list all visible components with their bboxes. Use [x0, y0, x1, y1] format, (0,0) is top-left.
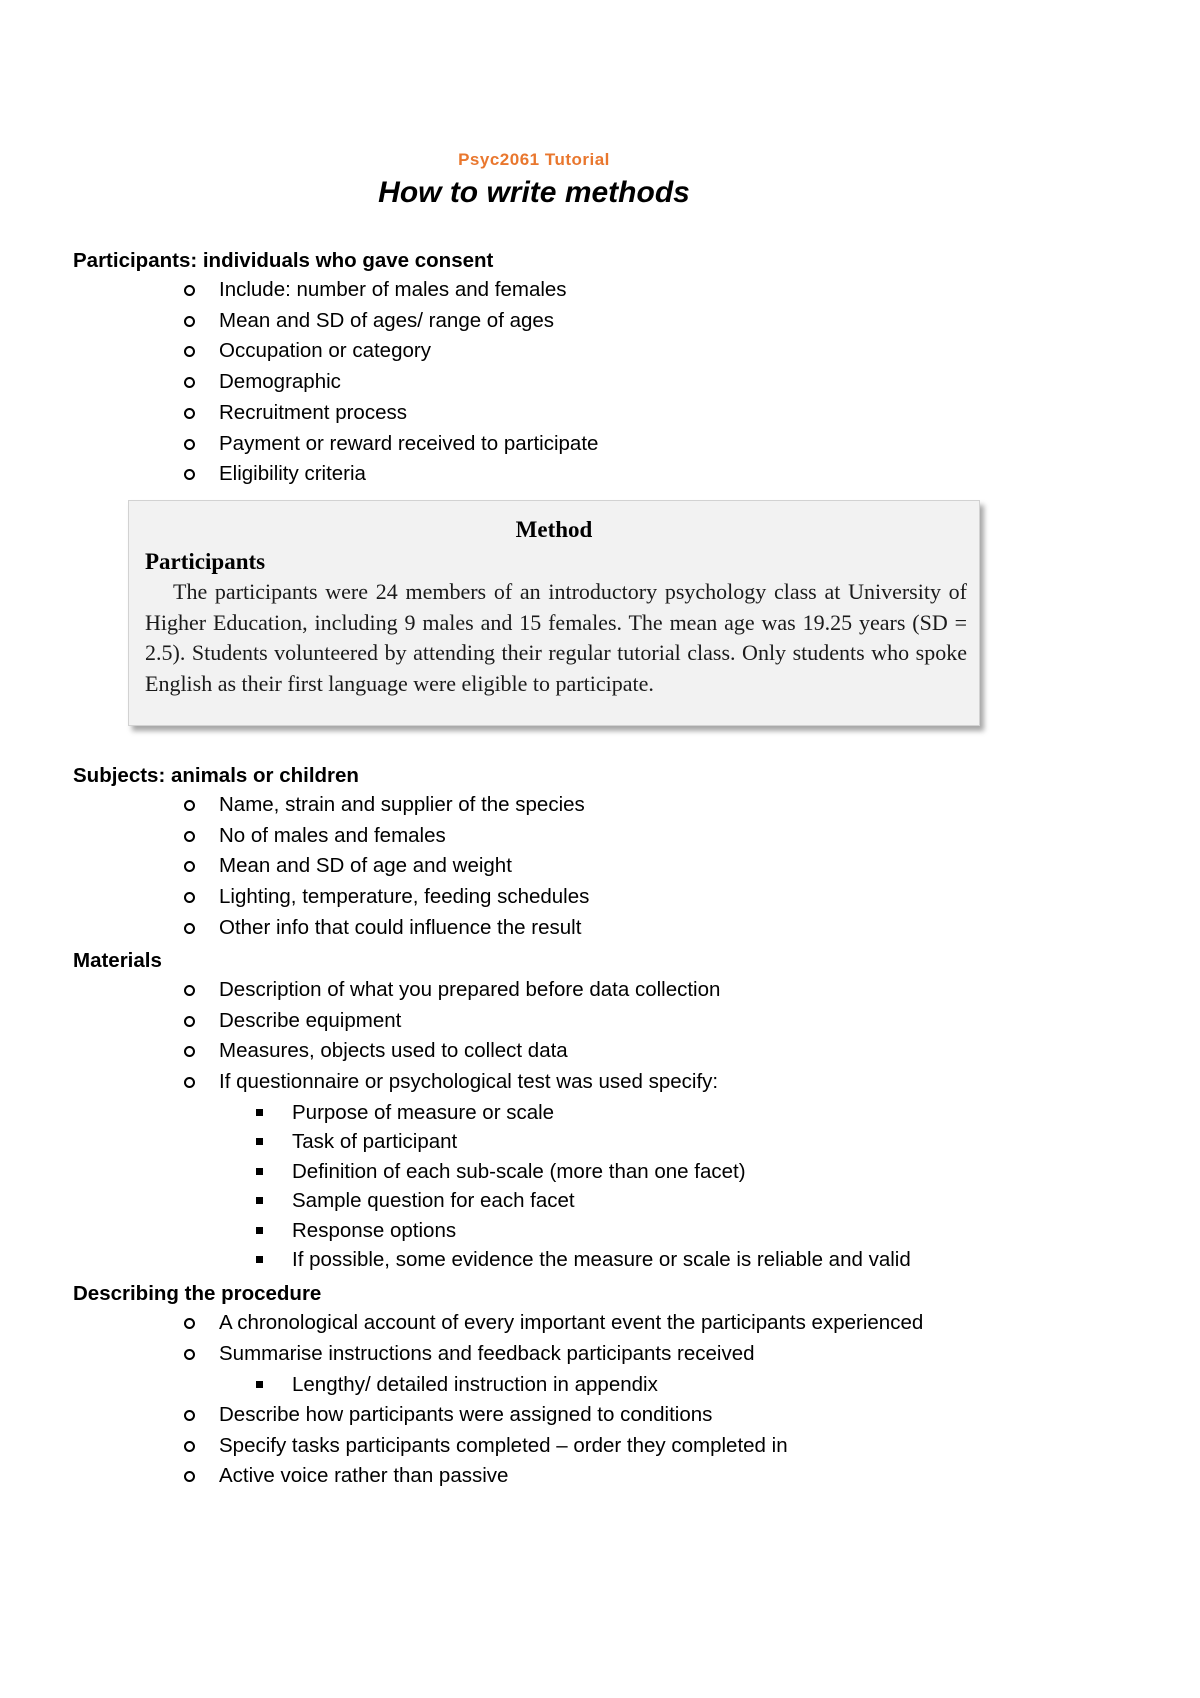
- circle-bullet-icon: [184, 1410, 195, 1421]
- list-item: A chronological account of every important event the participants experienced: [181, 1308, 923, 1339]
- circle-bullet-icon: [184, 1016, 195, 1027]
- square-bullet-icon: [256, 1381, 263, 1388]
- list-item: Mean and SD of age and weight: [181, 851, 589, 882]
- list-item: Lengthy/ detailed instruction in appendix: [256, 1370, 658, 1399]
- example-heading: Method: [515, 517, 593, 542]
- list-item: Describe equipment: [181, 1006, 720, 1037]
- list-item: Include: number of males and females: [181, 275, 598, 306]
- list-item: Specify tasks participants completed – order they completed in: [181, 1431, 788, 1462]
- list-item: Other info that could influence the result: [181, 913, 589, 944]
- list-item: Response options: [256, 1216, 911, 1245]
- circle-bullet-icon: [184, 1349, 195, 1360]
- procedure-sublist: [256, 1370, 658, 1399]
- materials-list: [181, 975, 720, 1098]
- procedure-list-continued: [181, 1400, 788, 1492]
- circle-bullet-icon: [184, 1441, 195, 1452]
- example-subheading: Participants: [145, 549, 266, 574]
- example-text: The participants were 24 members of an introductory psychology class at University of Higher Education, including 9 males and 15 females. The mean age was 19.25 years (SD = 2.5). Students volunteered by attending their regular tutorial class. Only students who spoke English as their first language were eligible to participate.: [145, 579, 967, 696]
- square-bullet-icon: [256, 1197, 263, 1204]
- list-item: Mean and SD of ages/ range of ages: [181, 306, 598, 337]
- list-item: Sample question for each facet: [256, 1186, 911, 1215]
- list-item: If possible, some evidence the measure or scale is reliable and valid: [256, 1245, 911, 1274]
- list-item: No of males and females: [181, 821, 589, 852]
- page-title: How to write methods: [378, 176, 690, 209]
- square-bullet-icon: [256, 1256, 263, 1263]
- list-item: If questionnaire or psychological test was used specify:: [181, 1067, 720, 1098]
- circle-bullet-icon: [184, 892, 195, 903]
- list-item: Demographic: [181, 367, 598, 398]
- circle-bullet-icon: [184, 285, 195, 296]
- materials-heading: Materials: [73, 949, 162, 972]
- materials-sublist: [256, 1098, 911, 1274]
- square-bullet-icon: [256, 1109, 263, 1116]
- square-bullet-icon: [256, 1138, 263, 1145]
- method-example-figure: [128, 500, 980, 726]
- subjects-heading: Subjects: animals or children: [73, 764, 359, 787]
- participants-list: [181, 275, 598, 490]
- procedure-heading: Describing the procedure: [73, 1282, 322, 1305]
- course-label: Psyc2061 Tutorial: [458, 150, 610, 169]
- circle-bullet-icon: [184, 800, 195, 811]
- list-item: Describe how participants were assigned to conditions: [181, 1400, 788, 1431]
- list-item: Lighting, temperature, feeding schedules: [181, 882, 589, 913]
- circle-bullet-icon: [184, 1046, 195, 1057]
- circle-bullet-icon: [184, 1318, 195, 1329]
- list-item: Task of participant: [256, 1127, 911, 1156]
- circle-bullet-icon: [184, 469, 195, 480]
- circle-bullet-icon: [184, 346, 195, 357]
- list-item: Active voice rather than passive: [181, 1461, 788, 1492]
- list-item: Payment or reward received to participate: [181, 429, 598, 460]
- list-item: Recruitment process: [181, 398, 598, 429]
- participants-heading: Participants: individuals who gave consent: [73, 249, 494, 272]
- list-item: Occupation or category: [181, 336, 598, 367]
- circle-bullet-icon: [184, 377, 195, 388]
- circle-bullet-icon: [184, 1471, 195, 1482]
- list-item: Name, strain and supplier of the species: [181, 790, 589, 821]
- list-item: Summarise instructions and feedback participants received: [181, 1339, 923, 1370]
- list-item: Purpose of measure or scale: [256, 1098, 911, 1127]
- circle-bullet-icon: [184, 923, 195, 934]
- procedure-list: [181, 1308, 923, 1369]
- circle-bullet-icon: [184, 985, 195, 996]
- circle-bullet-icon: [184, 831, 195, 842]
- circle-bullet-icon: [184, 439, 195, 450]
- square-bullet-icon: [256, 1227, 263, 1234]
- circle-bullet-icon: [184, 1077, 195, 1088]
- list-item: Description of what you prepared before data collection: [181, 975, 720, 1006]
- square-bullet-icon: [256, 1168, 263, 1175]
- circle-bullet-icon: [184, 408, 195, 419]
- circle-bullet-icon: [184, 861, 195, 872]
- list-item: Measures, objects used to collect data: [181, 1036, 720, 1067]
- list-item: Eligibility criteria: [181, 459, 598, 490]
- subjects-list: [181, 790, 589, 944]
- list-item: Definition of each sub-scale (more than one facet): [256, 1157, 911, 1186]
- circle-bullet-icon: [184, 316, 195, 327]
